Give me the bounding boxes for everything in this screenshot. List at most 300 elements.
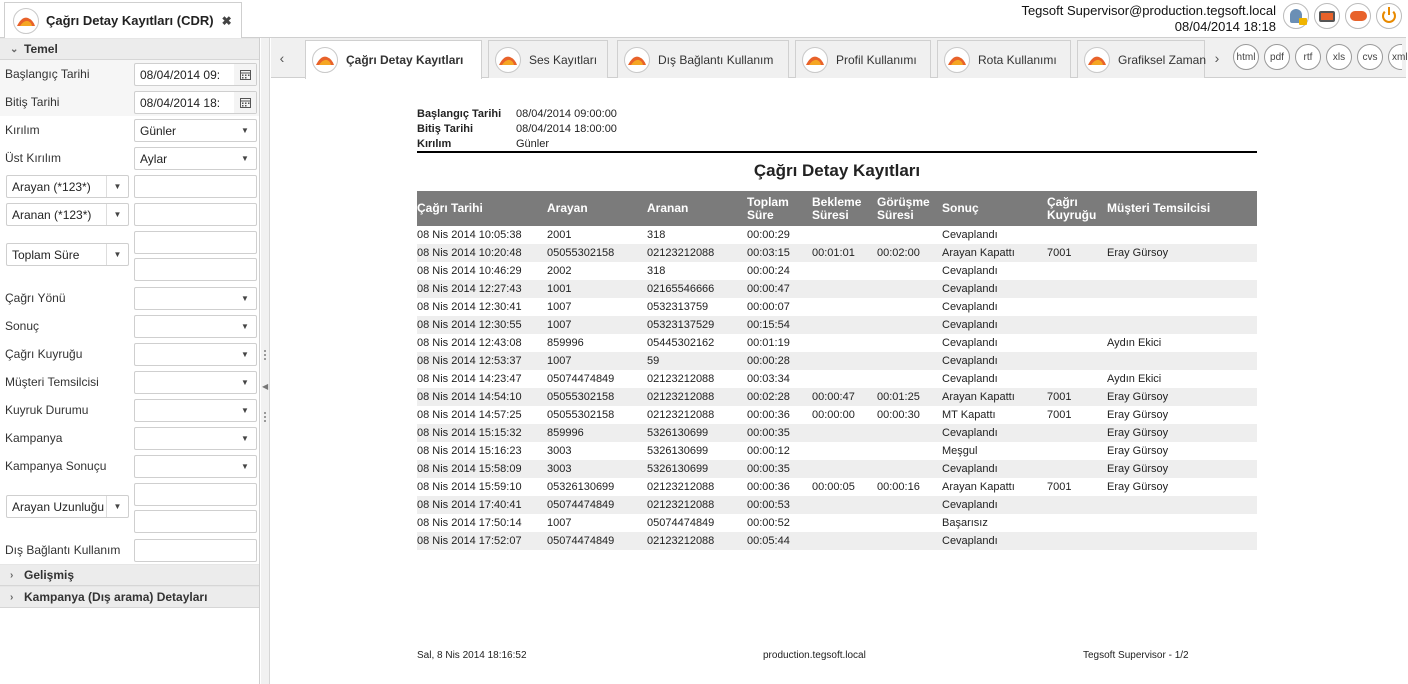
table-cell: 7001: [1047, 391, 1072, 403]
tegsoft-logo-icon: [312, 47, 338, 73]
table-cell: 2002: [547, 265, 572, 277]
chevron-down-icon: ▼: [241, 294, 249, 303]
callee-mode-select[interactable]: [6, 203, 129, 226]
callee-input[interactable]: [134, 203, 257, 226]
table-cell: [1107, 262, 1257, 280]
tab-trunk-usage[interactable]: [617, 40, 789, 78]
section-basic-label: Temel: [24, 42, 58, 56]
table-cell: [812, 262, 877, 280]
queue-status-row: [0, 396, 259, 424]
agent-row: [0, 368, 259, 396]
table-cell: Eray Gürsoy: [1107, 481, 1169, 493]
chevron-down-icon: ▼: [241, 462, 249, 471]
campaign-result-select[interactable]: [134, 455, 257, 478]
tegsoft-logo-icon: [802, 47, 828, 73]
breakdown-label: Kırılım: [5, 123, 40, 137]
chevron-down-icon: ▼: [106, 244, 128, 265]
start-date-label: Başlangıç Tarihi: [5, 67, 90, 81]
export-xml-button[interactable]: xml: [1388, 44, 1402, 70]
table-cell: [877, 262, 942, 280]
section-basic-header[interactable]: [0, 38, 259, 60]
column-header[interactable]: Müşteri Temsilcisi: [1107, 201, 1211, 215]
caller-input[interactable]: [134, 175, 257, 198]
table-row: [417, 244, 1257, 262]
chevron-down-icon: ▼: [241, 378, 249, 387]
table-cell: 02123212088: [647, 247, 715, 259]
table-row: [417, 334, 1257, 352]
calendar-icon[interactable]: [234, 64, 256, 85]
column-header[interactable]: Çağrı Tarihi: [417, 201, 483, 215]
table-cell: 05326130699: [547, 481, 615, 493]
table-cell: Cevaplandı: [942, 337, 998, 349]
splitter-grip: [264, 350, 266, 360]
meta-key: Başlangıç Tarihi: [417, 108, 502, 120]
queue-status-label: Kuyruk Durumu: [5, 403, 89, 417]
table-row: [417, 226, 1257, 244]
table-cell: 08 Nis 2014 14:54:10: [417, 391, 522, 403]
table-cell: 05074474849: [547, 373, 615, 385]
tegsoft-logo-icon: [944, 47, 970, 73]
export-pdf-button[interactable]: pdf: [1264, 44, 1290, 70]
table-cell: [1107, 532, 1257, 550]
table-cell: 08 Nis 2014 12:30:55: [417, 319, 522, 331]
table-cell: 08 Nis 2014 17:52:07: [417, 535, 522, 547]
table-cell: 00:02:28: [747, 391, 790, 403]
table-cell: 7001: [1047, 247, 1072, 259]
top-breakdown-row: [0, 144, 259, 172]
section-advanced-header[interactable]: [0, 564, 259, 586]
power-icon[interactable]: [1376, 3, 1402, 29]
export-cvs-button[interactable]: cvs: [1357, 44, 1383, 70]
table-cell: 1007: [547, 301, 572, 313]
meta-key: Kırılım: [417, 138, 452, 150]
table-cell: 08 Nis 2014 12:30:41: [417, 301, 522, 313]
top-breakdown-label: Üst Kırılım: [5, 151, 61, 165]
breakdown-row: [0, 116, 259, 144]
table-cell: 08 Nis 2014 15:15:32: [417, 427, 522, 439]
caller-length-max-input[interactable]: [134, 510, 257, 533]
table-cell: Cevaplandı: [942, 373, 998, 385]
queue-status-select[interactable]: [134, 399, 257, 422]
table-cell: [1107, 514, 1257, 532]
table-cell: Aydın Ekici: [1107, 373, 1162, 385]
table-cell: 859996: [547, 427, 584, 439]
caller-length-row: [0, 480, 259, 536]
table-cell: [1047, 424, 1107, 442]
tab-label: Ses Kayıtları: [529, 52, 598, 67]
table-cell: 08 Nis 2014 10:05:38: [417, 229, 522, 241]
caller-row: [0, 172, 259, 200]
chevron-down-icon: ⌄: [10, 43, 19, 55]
close-icon[interactable]: ✖: [221, 13, 232, 28]
column-header[interactable]: Toplam Süre: [747, 194, 789, 222]
top-breakdown-select[interactable]: [134, 147, 257, 170]
table-cell: [1107, 316, 1257, 334]
meta-row: [417, 122, 617, 137]
chevron-down-icon: ▼: [241, 350, 249, 359]
table-cell: MT Kapattı: [942, 409, 996, 421]
table-cell: [877, 496, 942, 514]
table-cell: 00:15:54: [747, 319, 790, 331]
table-row: [417, 442, 1257, 460]
table-cell: 02123212088: [647, 481, 715, 493]
table-cell: 08 Nis 2014 14:57:25: [417, 409, 522, 421]
table-cell: 02123212088: [647, 373, 715, 385]
result-row: [0, 312, 259, 340]
table-row: [417, 370, 1257, 388]
table-cell: 00:00:12: [747, 445, 790, 457]
table-cell: Eray Gürsoy: [1107, 445, 1169, 457]
user-lock-icon[interactable]: [1283, 3, 1309, 29]
table-cell: [877, 370, 942, 388]
table-cell: Eray Gürsoy: [1107, 391, 1169, 403]
table-cell: 02123212088: [647, 499, 715, 511]
table-cell: 00:00:35: [747, 463, 790, 475]
table-row: [417, 388, 1257, 406]
user-info: [1021, 3, 1276, 35]
table-cell: 08 Nis 2014 12:53:37: [417, 355, 522, 367]
tab-cdr[interactable]: [305, 40, 482, 79]
table-cell: Arayan Kapattı: [942, 391, 1015, 403]
start-date-value: 08/04/2014 09:: [140, 68, 221, 82]
meta-value: 08/04/2014 18:00:00: [516, 123, 617, 135]
chevron-down-icon: ▼: [106, 496, 128, 517]
table-cell: Eray Gürsoy: [1107, 247, 1169, 259]
chat-icon[interactable]: [1345, 3, 1371, 29]
app-tab[interactable]: [4, 2, 242, 38]
table-cell: [812, 442, 877, 460]
table-cell: 00:00:47: [812, 391, 855, 403]
table-cell: 05055302158: [547, 247, 615, 259]
panel-splitter[interactable]: [261, 38, 270, 684]
caller-mode-value: Arayan (*123*): [12, 180, 91, 194]
top-breakdown-value: Aylar: [140, 152, 168, 166]
meta-value: Günler: [516, 138, 550, 150]
table-cell: 08 Nis 2014 15:16:23: [417, 445, 522, 457]
export-rtf-button[interactable]: rtf: [1295, 44, 1321, 70]
monitor-icon[interactable]: [1314, 3, 1340, 29]
table-row: [417, 514, 1257, 532]
callee-mode-value: Aranan (*123*): [12, 208, 92, 222]
table-cell: [1047, 514, 1107, 532]
callee-row: [0, 200, 259, 228]
table-row: [417, 262, 1257, 280]
table-cell: 1007: [547, 517, 572, 529]
table-cell: [1047, 334, 1107, 352]
table-cell: Cevaplandı: [942, 301, 998, 313]
meta-key: Bitiş Tarihi: [417, 123, 474, 135]
table-row: [417, 352, 1257, 370]
table-cell: 02123212088: [647, 535, 715, 547]
caller-length-select[interactable]: [6, 495, 129, 518]
table-cell: [812, 532, 877, 550]
section-campaign-label: Kampanya (Dış arama) Detayları: [24, 590, 208, 604]
table-row: [417, 316, 1257, 334]
table-cell: [812, 226, 877, 244]
table-cell: 00:02:00: [877, 247, 920, 259]
table-cell: 00:00:07: [747, 301, 790, 313]
chevron-down-icon: ▼: [241, 434, 249, 443]
agent-select[interactable]: [134, 371, 257, 394]
table-cell: 1007: [547, 319, 572, 331]
table-cell: [812, 316, 877, 334]
start-date-row: [0, 60, 259, 88]
report-viewer: [271, 79, 1406, 684]
footer-right: Tegsoft Supervisor - 1/2: [1083, 650, 1189, 661]
table-cell: [812, 352, 877, 370]
result-label: Sonuç: [5, 319, 40, 333]
splitter-grip: [264, 412, 266, 422]
column-header[interactable]: Aranan: [647, 201, 689, 215]
table-row: [417, 496, 1257, 514]
chevron-down-icon: ▼: [241, 322, 249, 331]
section-campaign-header[interactable]: [0, 586, 259, 608]
chevron-down-icon: ▼: [106, 204, 128, 225]
table-cell: [1107, 352, 1257, 370]
table-cell: 00:00:36: [747, 481, 790, 493]
table-cell: [877, 226, 942, 244]
collapse-left-icon[interactable]: ◀: [262, 382, 269, 391]
table-cell: [1107, 496, 1257, 514]
tegsoft-logo-icon: [624, 47, 650, 73]
table-cell: Aydın Ekici: [1107, 337, 1162, 349]
table-cell: 00:00:30: [877, 409, 920, 421]
table-cell: 02165546666: [647, 283, 715, 295]
campaign-result-label: Kampanya Sonuçu: [5, 459, 107, 473]
table-cell: 00:03:15: [747, 247, 790, 259]
table-cell: [877, 442, 942, 460]
tabs-scroll-right-icon[interactable]: ›: [1214, 50, 1220, 66]
table-cell: 7001: [1047, 481, 1072, 493]
table-cell: [812, 298, 877, 316]
table-cell: [1107, 280, 1257, 298]
table-cell: 5326130699: [647, 445, 709, 457]
table-row: [417, 298, 1257, 316]
table-cell: [877, 334, 942, 352]
table-cell: 318: [647, 265, 666, 277]
table-cell: 08 Nis 2014 17:40:41: [417, 499, 522, 511]
report-title: Çağrı Detay Kayıtları: [753, 161, 921, 180]
table-cell: 02123212088: [647, 409, 715, 421]
table-cell: [877, 460, 942, 478]
table-cell: 08 Nis 2014 12:27:43: [417, 283, 522, 295]
table-cell: 00:03:34: [747, 373, 790, 385]
current-datetime: 08/04/2014 18:18: [1174, 19, 1276, 34]
column-header[interactable]: Sonuç: [942, 201, 979, 215]
table-cell: 05074474849: [547, 535, 615, 547]
tegsoft-logo-icon: [1084, 47, 1110, 73]
table-cell: [877, 514, 942, 532]
total-time-max-input[interactable]: [134, 258, 257, 281]
top-bar: [0, 0, 1406, 38]
column-header[interactable]: Çağrı Kuyruğu: [1047, 194, 1097, 222]
chevron-down-icon: ▼: [241, 154, 249, 163]
footer-left: Sal, 8 Nis 2014 18:16:52: [417, 650, 527, 661]
tab-route-usage[interactable]: [937, 40, 1071, 78]
table-header-row: [417, 191, 1257, 226]
table-cell: Cevaplandı: [942, 355, 998, 367]
table-cell: 00:00:53: [747, 499, 790, 511]
table-cell: 08 Nis 2014 17:50:14: [417, 517, 522, 529]
table-cell: [812, 514, 877, 532]
table-row: [417, 532, 1257, 550]
table-cell: [877, 298, 942, 316]
table-cell: 05055302158: [547, 391, 615, 403]
caller-mode-select[interactable]: [6, 175, 129, 198]
table-cell: [877, 280, 942, 298]
export-html-button[interactable]: html: [1233, 44, 1259, 70]
table-cell: 00:00:52: [747, 517, 790, 529]
chevron-down-icon: ▼: [241, 126, 249, 135]
table-cell: Arayan Kapattı: [942, 247, 1015, 259]
footer-center: production.tegsoft.local: [763, 650, 866, 661]
tab-label: Grafiksel Zaman: [1118, 52, 1207, 67]
table-cell: 00:00:00: [812, 409, 855, 421]
table-cell: Meşgul: [942, 445, 978, 457]
tab-voice-records[interactable]: [488, 40, 608, 78]
tab-profile-usage[interactable]: [795, 40, 931, 78]
table-cell: 1001: [547, 283, 572, 295]
table-cell: 0532313759: [647, 301, 709, 313]
chevron-down-icon: ▼: [106, 176, 128, 197]
table-cell: Cevaplandı: [942, 535, 998, 547]
end-date-field[interactable]: [134, 91, 257, 114]
table-cell: 08 Nis 2014 15:59:10: [417, 481, 522, 493]
table-cell: 00:00:35: [747, 427, 790, 439]
tab-label: Rota Kullanımı: [978, 52, 1057, 67]
table-cell: 05074474849: [547, 499, 615, 511]
table-cell: 318: [647, 229, 666, 241]
column-header[interactable]: Bekleme Süresi: [812, 194, 862, 222]
column-header[interactable]: Görüşme Süresi: [877, 194, 930, 222]
tab-graphical-time[interactable]: [1077, 40, 1205, 78]
table-cell: 00:00:29: [747, 229, 790, 241]
top-icons: [1283, 3, 1402, 29]
total-time-select[interactable]: [6, 243, 129, 266]
caller-length-min-input[interactable]: [134, 483, 257, 506]
table-cell: [1047, 460, 1107, 478]
table-cell: Cevaplandı: [942, 427, 998, 439]
table-cell: [1047, 370, 1107, 388]
table-cell: [1047, 352, 1107, 370]
table-cell: 00:01:19: [747, 337, 790, 349]
table-cell: 00:00:05: [812, 481, 855, 493]
tab-label: Profil Kullanımı: [836, 52, 917, 67]
table-cell: [812, 280, 877, 298]
table-cell: [1047, 316, 1107, 334]
table-row: [417, 424, 1257, 442]
start-date-field[interactable]: [134, 63, 257, 86]
tabs-scroll-left-icon[interactable]: ‹: [279, 50, 285, 66]
agent-label: Müşteri Temsilcisi: [5, 375, 99, 389]
column-header[interactable]: Arayan: [547, 201, 588, 215]
trunk-usage-row: [0, 536, 259, 564]
total-time-value: Toplam Süre: [12, 248, 80, 262]
table-row: [417, 478, 1257, 496]
table-cell: [812, 460, 877, 478]
table-cell: Eray Gürsoy: [1107, 463, 1169, 475]
queue-label: Çağrı Kuyruğu: [5, 347, 83, 361]
direction-select[interactable]: [134, 287, 257, 310]
table-cell: Cevaplandı: [942, 319, 998, 331]
report-meta: [417, 107, 617, 152]
table-cell: [812, 424, 877, 442]
table-cell: 05323137529: [647, 319, 715, 331]
table-cell: 00:00:28: [747, 355, 790, 367]
trunk-usage-input[interactable]: [134, 539, 257, 562]
table-cell: [1047, 298, 1107, 316]
chevron-right-icon: ›: [10, 569, 14, 581]
table-cell: Cevaplandı: [942, 499, 998, 511]
result-select[interactable]: [134, 315, 257, 338]
export-buttons: [1233, 44, 1408, 70]
tegsoft-logo-icon: [13, 8, 39, 34]
table-cell: [1107, 226, 1257, 244]
queue-select[interactable]: [134, 343, 257, 366]
table-cell: 00:00:47: [747, 283, 790, 295]
table-cell: 05445302162: [647, 337, 715, 349]
table-cell: 00:01:25: [877, 391, 920, 403]
breakdown-select[interactable]: [134, 119, 257, 142]
table-cell: [877, 532, 942, 550]
table-cell: [1047, 496, 1107, 514]
table-cell: [877, 424, 942, 442]
table-row: [417, 460, 1257, 478]
chevron-right-icon: ›: [10, 591, 14, 603]
table-cell: [1047, 532, 1107, 550]
export-xls-button[interactable]: xls: [1326, 44, 1352, 70]
table-cell: 5326130699: [647, 463, 709, 475]
table-cell: 2001: [547, 229, 572, 241]
total-time-row: [0, 228, 259, 284]
direction-row: [0, 284, 259, 312]
table-cell: Eray Gürsoy: [1107, 427, 1169, 439]
report-divider: [417, 151, 1257, 153]
table-cell: [1047, 280, 1107, 298]
table-cell: Cevaplandı: [942, 229, 998, 241]
table-cell: [812, 334, 877, 352]
campaign-select[interactable]: [134, 427, 257, 450]
tegsoft-logo-icon: [495, 47, 521, 73]
table-cell: Cevaplandı: [942, 265, 998, 277]
table-cell: 00:00:36: [747, 409, 790, 421]
table-cell: Cevaplandı: [942, 283, 998, 295]
table-cell: 05055302158: [547, 409, 615, 421]
end-date-value: 08/04/2014 18:: [140, 96, 221, 110]
calendar-icon[interactable]: [234, 92, 256, 113]
user-name: Tegsoft Supervisor@production.tegsoft.local: [1021, 3, 1276, 18]
table-cell: 3003: [547, 463, 572, 475]
campaign-result-row: [0, 452, 259, 480]
table-cell: [1047, 442, 1107, 460]
table-cell: 3003: [547, 445, 572, 457]
meta-row: [417, 137, 617, 152]
report-tabs-bar: [271, 38, 1406, 78]
table-cell: 08 Nis 2014 15:58:09: [417, 463, 522, 475]
table-cell: [877, 316, 942, 334]
table-cell: [1047, 226, 1107, 244]
table-cell: 859996: [547, 337, 584, 349]
tab-label: Dış Bağlantı Kullanım: [658, 52, 774, 67]
trunk-usage-label: Dış Bağlantı Kullanım: [5, 543, 121, 557]
section-advanced-label: Gelişmiş: [24, 568, 75, 582]
table-body: [417, 226, 1257, 550]
campaign-row: [0, 424, 259, 452]
table-cell: 7001: [1047, 409, 1072, 421]
table-cell: [877, 352, 942, 370]
table-cell: 1007: [547, 355, 572, 367]
total-time-min-input[interactable]: [134, 231, 257, 254]
